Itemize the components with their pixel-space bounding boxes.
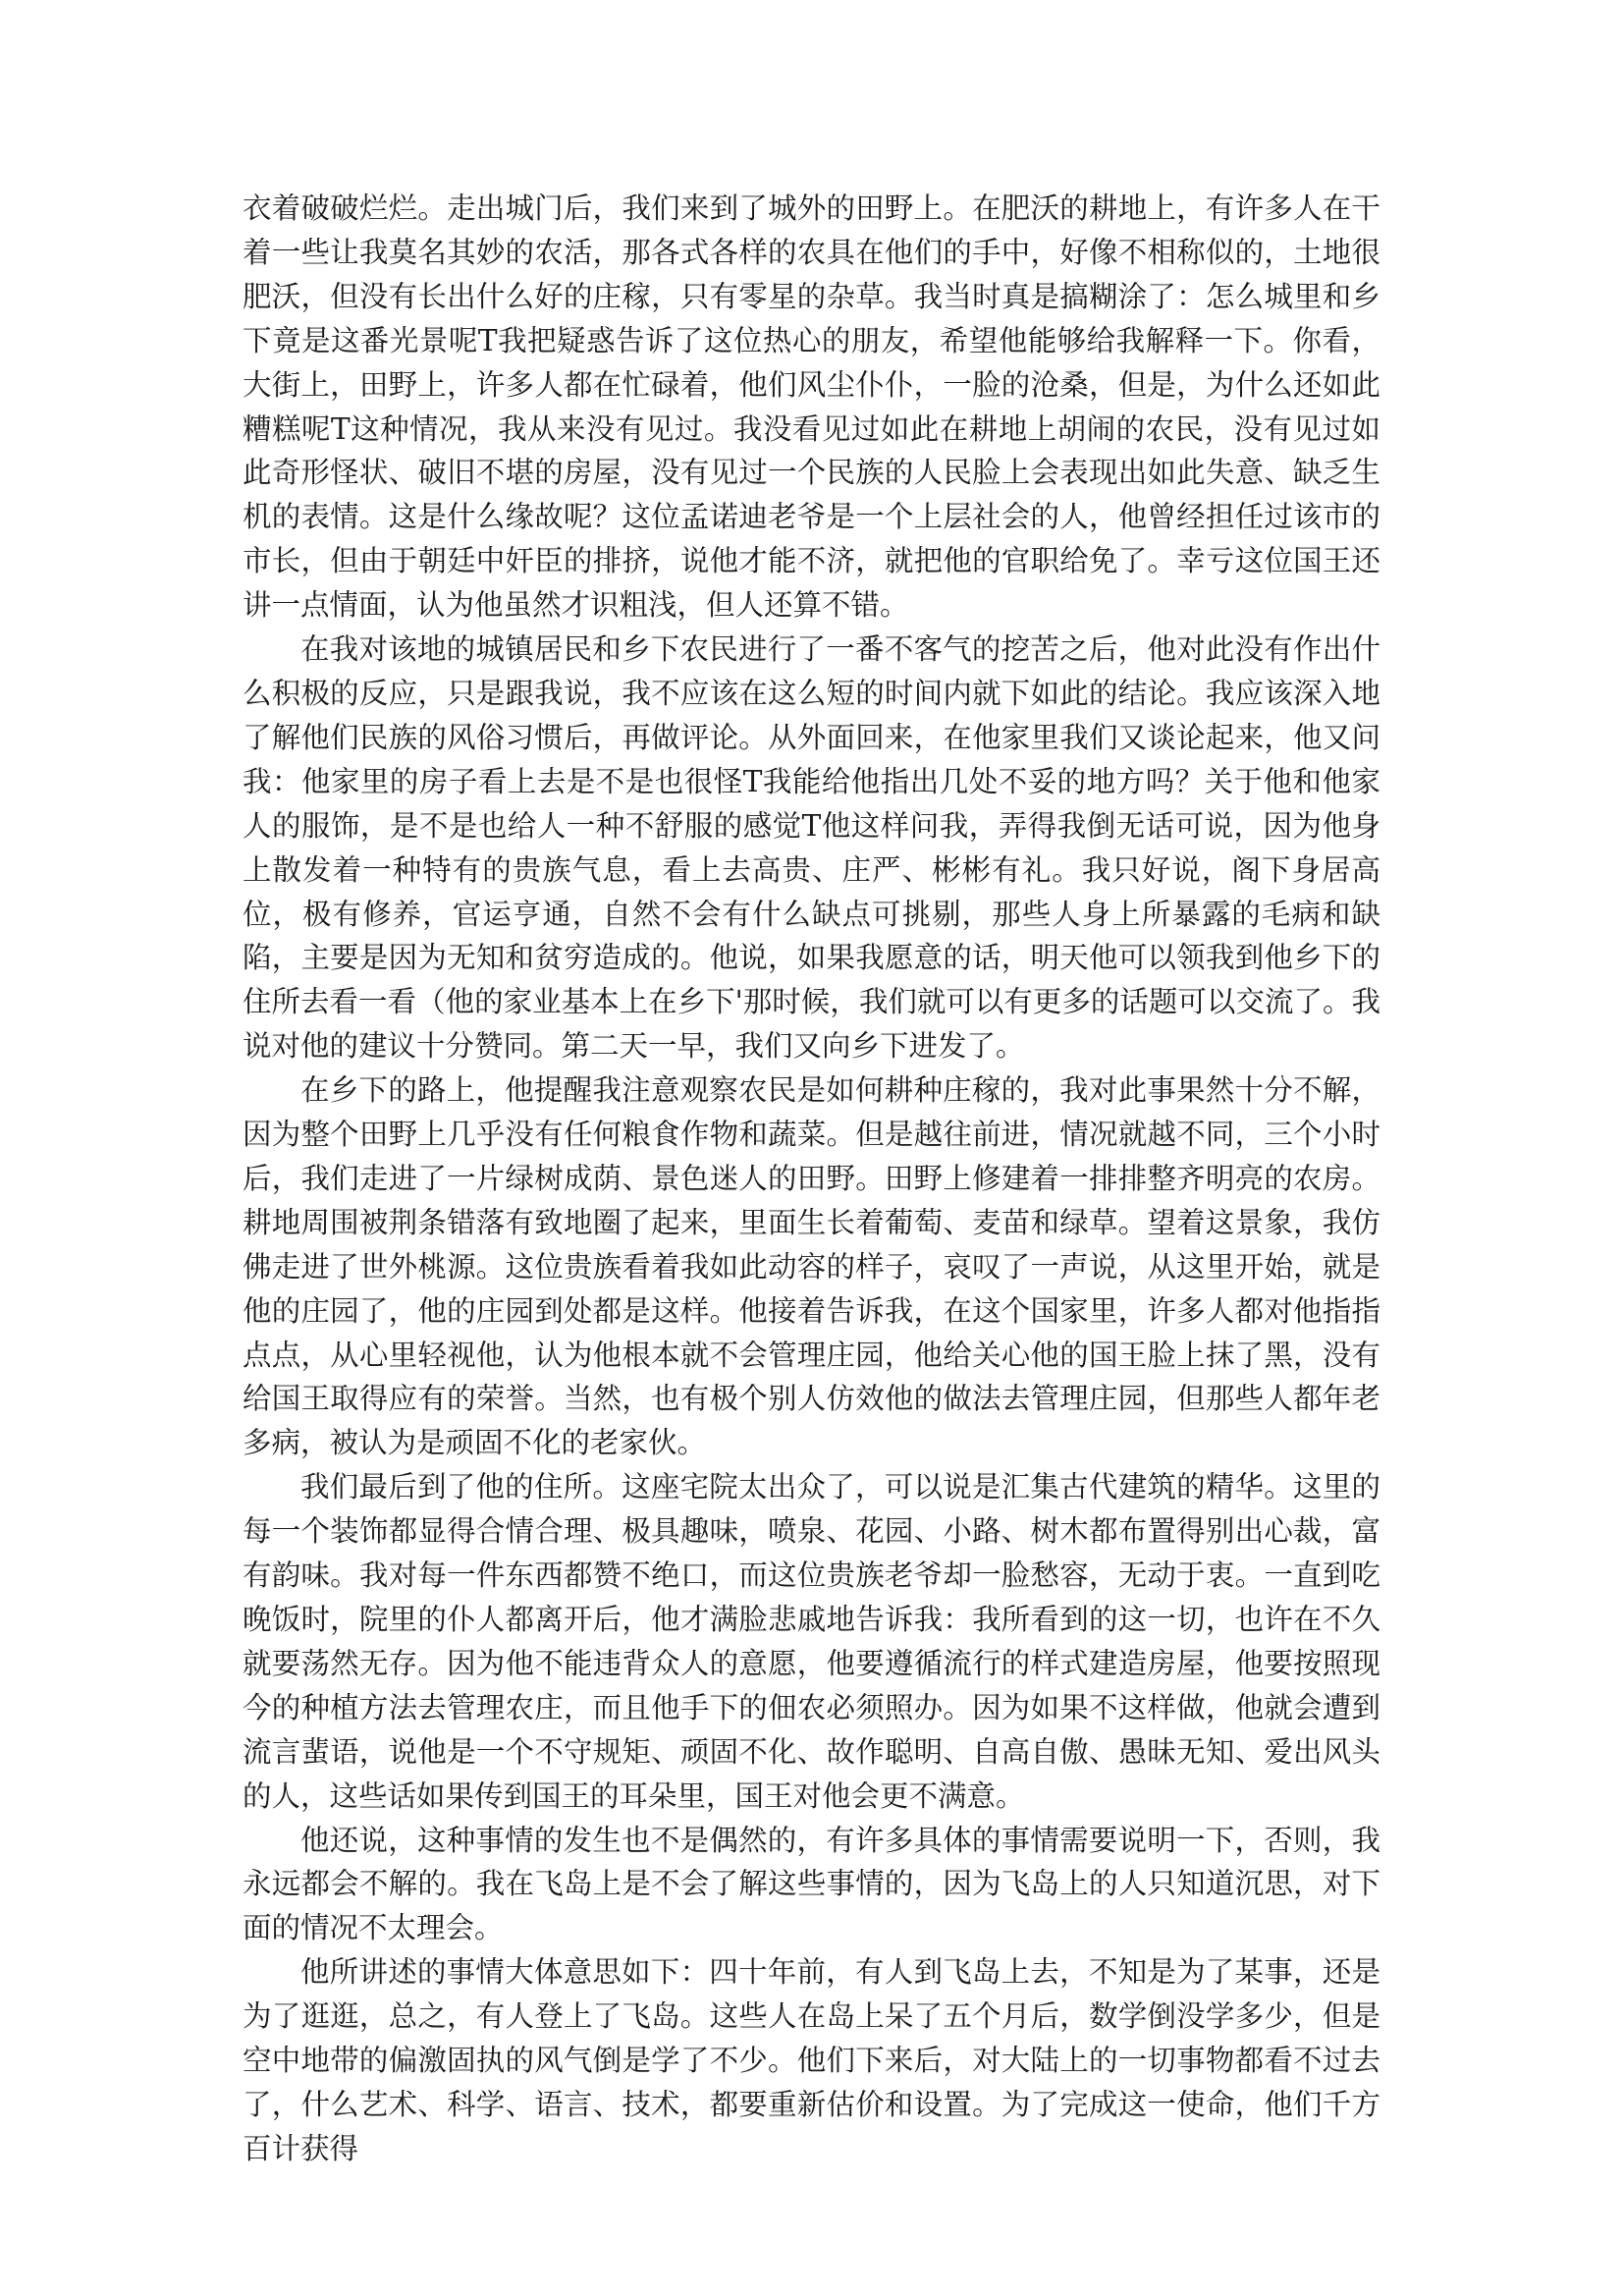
paragraph-6: 他所讲述的事情大体意思如下：四十年前，有人到飞岛上去，不知是为了某事，还是为了逛逛，总之，有人登上了飞岛。这些人在岛上呆了五个月后，数学倒没学多少，但是空中地带的偏激固执的风气倒是学了不少。他们下来后，对大陆上的一切事物都看不过去了，什么艺术、科学、语言、技术，都要重新估价和设置。为了完成这一使命，他们千方百计获得 [243,1955,1380,2165]
paragraph-5: 他还说，这种事情的发生也不是偶然的，有许多具体的事情需要说明一下，否则，我永远都会不解的。我在飞岛上是不会了解这些事情的，因为飞岛上的人只知道沉思，对下面的情况不太理会。 [243,1823,1380,1945]
paragraph-4: 我们最后到了他的住所。这座宅院太出众了，可以说是汇集古代建筑的精华。这里的每一个装饰都显得合情合理、极具趣味，喷泉、花园、小路、树木都布置得别出心裁，富有韵味。我对每一件东西都赞不绝口，而这位贵族老爷却一脸愁容，无动于衷。一直到吃晚饭时，院里的仆人都离开后，他才满脸悲戚地告诉我：我所看到的这一切，也许在不久就要荡然无存。因为他不能违背众人的意愿，他要遵循流行的样式建造房屋，他要按照现今的种植方法去管理农庄，而且他手下的佃农必须照办。因为如果不这样做，他就会遭到流言蜚语，说他是一个不守规矩、顽固不化、故作聪明、自高自傲、愚昧无知、爱出风头的人，这些话如果传到国王的耳朵里，国王对他会更不满意。 [243,1470,1380,1813]
paragraph-1: 衣着破破烂烂。走出城门后，我们来到了城外的田野上。在肥沃的耕地上，有许多人在干着一些让我莫名其妙的农活，那各式各样的农具在他们的手中，好像不相称似的，土地很肥沃，但没有长出什么好的庄稼，只有零星的杂草。我当时真是搞糊涂了：怎么城里和乡下竟是这番光景呢T我把疑惑告诉了这位热心的朋友，希望他能够给我解释一下。你看，大街上，田野上，许多人都在忙碌着，他们风尘仆仆，一脸的沧桑，但是，为什么还如此糟糕呢T这种情况，我从来没有见过。我没看见过如此在耕地上胡闹的农民，没有见过如此奇形怪状、破旧不堪的房屋，没有见过一个民族的人民脸上会表现出如此失意、缺乏生机的表情。这是什么缘故呢？这位孟诺迪老爷是一个上层社会的人，他曾经担任过该市的市长，但由于朝廷中奸臣的排挤，说他才能不济，就把他的官职给免了。幸亏这位国王还讲一点情面，认为他虽然才识粗浅，但人还算不错。 [243,191,1380,623]
paragraph-2: 在我对该地的城镇居民和乡下农民进行了一番不客气的挖苦之后，他对此没有作出什么积极的反应，只是跟我说，我不应该在这么短的时间内就下如此的结论。我应该深入地了解他们民族的风俗习惯后，再做评论。从外面回来，在他家里我们又谈论起来，他又问我：他家里的房子看上去是不是也很怪T我能给他指出几处不妥的地方吗？关于他和他家人的服饰，是不是也给人一种不舒服的感觉T他这样问我，弄得我倒无话可说，因为他身上散发着一种特有的贵族气息，看上去高贵、庄严、彬彬有礼。我只好说，阁下身居高位，极有修养，官运亨通，自然不会有什么缺点可挑剔，那些人身上所暴露的毛病和缺陷，主要是因为无知和贫穷造成的。他说，如果我愿意的话，明天他可以领我到他乡下的住所去看一看（他的家业基本上在乡下'那时候，我们就可以有更多的话题可以交流了。我说对他的建议十分赞同。第二天一早，我们又向乡下进发了。 [243,632,1380,1064]
body-text [243,187,1380,2171]
paragraph-3: 在乡下的路上，他提醒我注意观察农民是如何耕种庄稼的，我对此事果然十分不解，因为整个田野上几乎没有任何粮食作物和蔬菜。但是越往前进，情况就越不同，三个小时后，我们走进了一片绿树成荫、景色迷人的田野。田野上修建着一排排整齐明亮的农房。耕地周围被荆条错落有致地圈了起来，里面生长着葡萄、麦苗和绿草。望着这景象，我仿佛走进了世外桃源。这位贵族看着我如此动容的样子，哀叹了一声说，从这里开始，就是他的庄园了，他的庄园到处都是这样。他接着告诉我，在这个国家里，许多人都对他指指点点，从心里轻视他，认为他根本就不会管理庄园，他给关心他的国王脸上抹了黑，没有给国王取得应有的荣誉。当然，也有极个别人仿效他的做法去管理庄园，但那些人都年老多病，被认为是顽固不化的老家伙。 [243,1073,1380,1460]
